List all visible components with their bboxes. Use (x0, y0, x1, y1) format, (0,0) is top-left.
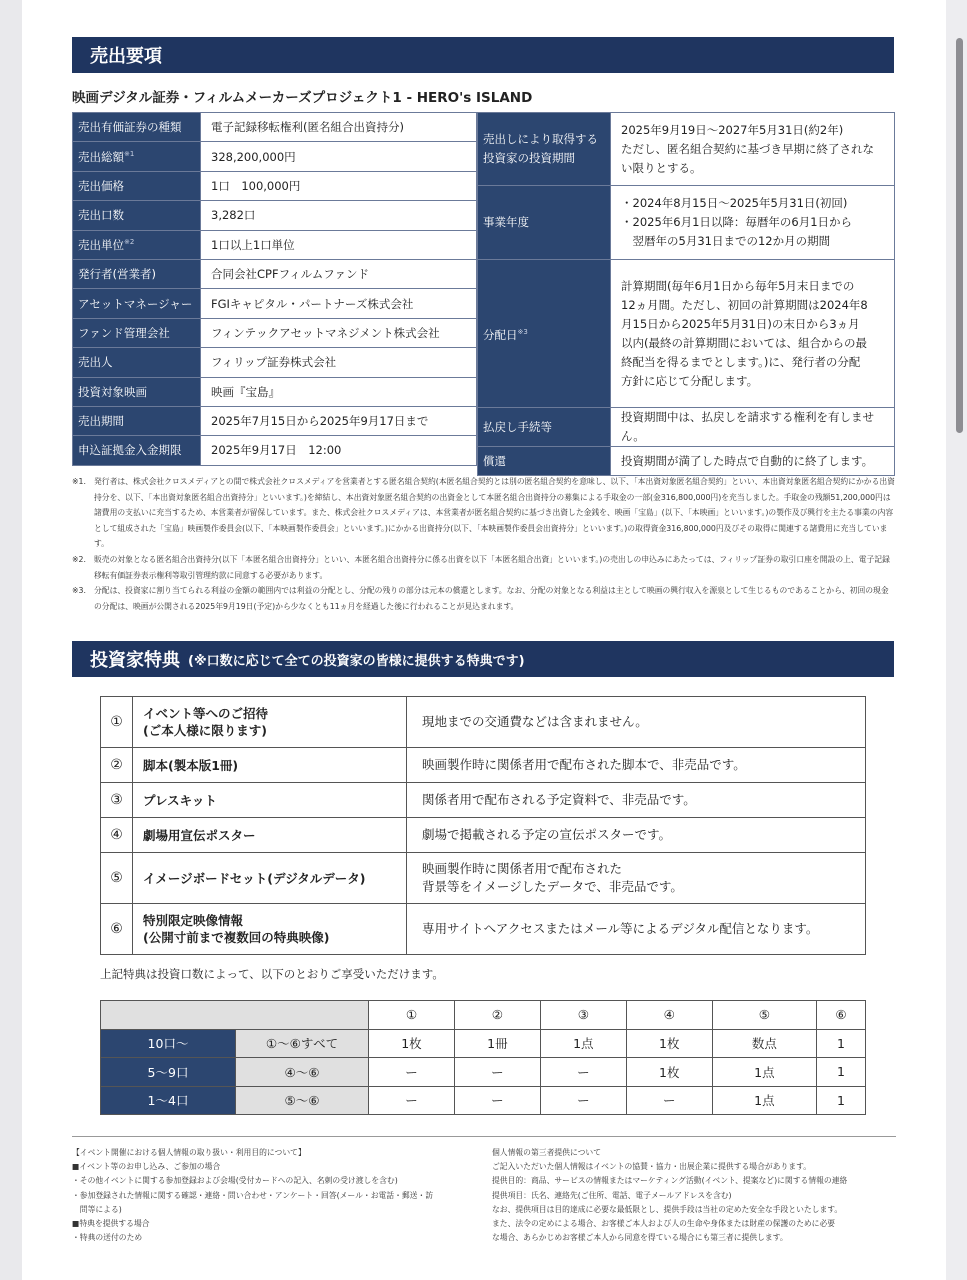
grid-header-cell: ④ (626, 1001, 712, 1030)
left-table-row (73, 171, 477, 200)
privacy-line: なお、提供項目は目的達成に必要な最低限とし、提供手段は当社の定めた安全な手段といたします。 (492, 1204, 843, 1214)
scrollbar[interactable] (946, 0, 967, 1280)
footnote-mark: ※1 (124, 149, 135, 158)
perk-description-line: 背景等をイメージしたデータで、非売品です。 (422, 879, 683, 894)
perk-description-line: 映画製作時に関係者用で配布された脚本で、非売品です。 (422, 757, 746, 772)
row-label-text: 売出しにより取得する (483, 132, 598, 146)
row-value-line: 方針に応じて分配します。 (621, 373, 759, 388)
row-label-text: 発行者(営業者) (78, 267, 156, 282)
perk-description (407, 853, 866, 904)
row-value: フィリップ証券株式会社 (201, 348, 477, 377)
privacy-line: ・参加登録された情報に関する確認・連絡・問い合わせ・アンケート・回答(メール・お電話・郵送・訪 (72, 1190, 434, 1200)
row-value-line: い限りとする。 (621, 160, 702, 175)
perk-name (133, 853, 407, 904)
privacy-line: ・特典の送付のため (72, 1233, 143, 1243)
perk-name-line: イベント等へのご招待 (143, 706, 269, 721)
left-table-row (73, 406, 477, 435)
perk-name (133, 697, 407, 748)
privacy-line: ・その他イベントに関する参加登録および会場(受付カードへの記入、名刺の受け渡しを含む) (72, 1176, 398, 1186)
row-value: 2025年7月15日から2025年9月17日まで (201, 406, 477, 435)
grid-row (101, 1029, 866, 1058)
privacy-line: ■イベント等のお申し込み、ご参加の場合 (72, 1162, 221, 1172)
perk-row (101, 748, 866, 783)
row-value: 328,200,000円 (201, 142, 477, 171)
row-label-text: 投資家の投資期間 (483, 151, 575, 165)
perk-section-subtitle: (※口数に応じて全ての投資家の皆様に提供する特典です) (188, 653, 525, 669)
sale-terms-right-table (477, 112, 895, 476)
perk-description-line: 現地までの交通費などは含まれません。 (422, 714, 648, 729)
grid-cell: ー (454, 1058, 540, 1087)
perk-section-header (72, 641, 894, 677)
row-value-line: 月15日から2025年5月31日)の末日から3ヵ月 (621, 316, 860, 331)
perk-name-line: (ご本人様に限ります) (143, 723, 267, 738)
row-label-text: 事業年度 (483, 215, 529, 229)
footnote-mark: ※2 (124, 237, 135, 246)
perk-description-line: 映画製作時に関係者用で配布された (422, 861, 623, 876)
sale-terms-left-table (72, 112, 477, 466)
footnote-mark: ※2. (72, 554, 86, 564)
grid-cell: ー (454, 1086, 540, 1115)
row-label-text: アセットマネージャー (78, 296, 193, 311)
left-table-row (73, 436, 477, 465)
row-label (478, 408, 611, 447)
sale-section-header (72, 37, 894, 73)
footnote-mark: ※3. (72, 586, 86, 596)
privacy-right (492, 1146, 896, 1245)
privacy-line: 問等による) (72, 1204, 122, 1214)
grid-cell: ー (540, 1058, 626, 1087)
grid-header-cell: ① (369, 1001, 455, 1030)
footnote (72, 552, 896, 583)
row-value: 合同会社CPFフィルムファンド (201, 259, 477, 288)
row-label (73, 230, 201, 259)
row-value: 映画『宝島』 (201, 377, 477, 406)
row-value-line: 終配当を得るまでとします。)に、発行者の分配 (621, 354, 861, 369)
grid-cell: 1 (816, 1029, 865, 1058)
perk-description (407, 697, 866, 748)
left-table-row (73, 289, 477, 318)
row-value-line: 以内(最終の計算期間においては、組合からの最 (621, 335, 867, 350)
row-value-line: ・2025年6月1日以降：毎暦年の6月1日から (621, 215, 853, 229)
footnote-mark: ※1. (72, 477, 86, 486)
perk-description-line: 関係者用で配布される予定資料で、非売品です。 (422, 792, 696, 807)
privacy-left (72, 1146, 482, 1245)
row-label (73, 318, 201, 347)
perk-name-line: イメージボードセット(デジタルデータ) (143, 870, 366, 886)
row-value (611, 186, 895, 260)
privacy-line: 提供目的：商品、サービスの情報またはマーケティング活動(イベント、提案など)に関する情報の連絡 (492, 1176, 848, 1186)
row-value-line: 2025年9月19日～2027年5月31日(約2年) (621, 122, 844, 137)
privacy-line: 個人情報の第三者提供について (492, 1148, 601, 1157)
grid-header-cell: ② (454, 1001, 540, 1030)
left-table-row (73, 113, 477, 142)
grid-header-cell: ⑥ (816, 1001, 865, 1030)
row-value (611, 447, 895, 476)
perk-note: 上記特典は投資口数によって、以下のとおりご享受いただけます。 (100, 967, 444, 981)
grid-cell: 1枚 (369, 1029, 455, 1058)
grid-tier: 5～9口 (101, 1058, 236, 1087)
privacy-line: 提供項目：氏名、連絡先(ご住所、電話、電子メールアドレスを含む) (492, 1190, 732, 1200)
footnote (72, 583, 896, 614)
right-table-row (478, 260, 895, 408)
left-table-row (73, 377, 477, 406)
row-value: 3,282口 (201, 201, 477, 230)
scrollbar-thumb[interactable] (956, 38, 963, 433)
grid-tier: 1～4口 (101, 1086, 236, 1115)
perk-number: ① (101, 697, 133, 748)
perk-table (100, 696, 866, 955)
row-label (73, 348, 201, 377)
perk-number: ② (101, 748, 133, 783)
footnote-text: 分配は、投資家に割り当てられる利益の金額の範囲内では利益の分配とし、分配の残りの部分は元本の償還とします。なお、分配の対象となる利益は主として映画の興行収入を源泉として生じるものであることから、初回の現金の分配は、映画が公開される2025年9月19日(予定)から少なくとも11ヵ月を経過した後に行われることが見込まれます。 (94, 586, 889, 611)
row-value (611, 408, 895, 447)
privacy-line: な場合、あらかじめお客様ご本人から同意を得ている場合にも第三者に提供します。 (492, 1233, 788, 1243)
grid-cell: ー (369, 1086, 455, 1115)
perk-name-line: (公開寸前まで複数回の特典映像) (143, 930, 330, 945)
perk-description (407, 818, 866, 853)
row-label-text: 売出総額 (78, 149, 124, 164)
grid-cell: ー (626, 1086, 712, 1115)
row-value: 1口 100,000円 (201, 171, 477, 200)
left-table-row (73, 348, 477, 377)
row-label (73, 406, 201, 435)
perk-number: ③ (101, 783, 133, 818)
right-table-row (478, 186, 895, 260)
row-value-line: 投資期間が満了した時点で自動的に終了します。 (621, 453, 874, 468)
grid-cell: 1冊 (454, 1029, 540, 1058)
footnote (72, 474, 896, 552)
perk-name (133, 748, 407, 783)
left-table-row (73, 230, 477, 259)
perk-name-line: 特別限定映像情報 (143, 913, 244, 928)
row-label-text: ファンド管理会社 (78, 325, 170, 340)
row-label (73, 171, 201, 200)
grid-row (101, 1058, 866, 1087)
grid-cell: 1枚 (626, 1029, 712, 1058)
row-label-text: 売出口数 (78, 208, 124, 223)
left-table-row (73, 201, 477, 230)
footnote-mark: ※3 (517, 327, 528, 336)
row-value-line: 投資期間中は、払戻しを請求する権利を有しません。 (621, 410, 874, 443)
row-label (478, 113, 611, 186)
row-label (73, 113, 201, 142)
row-label-text: 投資対象映画 (78, 384, 147, 399)
row-value: 電子記録移転権利(匿名組合出資持分) (201, 113, 477, 142)
perk-row (101, 697, 866, 748)
perk-name (133, 904, 407, 955)
row-value: 1口以上1口単位 (201, 230, 477, 259)
grid-cell: 1点 (712, 1086, 816, 1115)
grid-cell: ー (369, 1058, 455, 1087)
row-label (478, 260, 611, 408)
row-label-text: 売出人 (78, 355, 113, 370)
privacy-line: 【イベント開催における個人情報の取り扱い・利用目的について】 (72, 1148, 306, 1157)
row-label-text: 売出期間 (78, 414, 124, 429)
row-label-text: 売出価格 (78, 178, 124, 193)
left-table-row (73, 142, 477, 171)
document-page (22, 0, 946, 1280)
grid-header-cell: ⑤ (712, 1001, 816, 1030)
perk-row (101, 853, 866, 904)
left-table-row (73, 259, 477, 288)
document-title: 映画デジタル証券・フィルムメーカーズプロジェクト1 - HERO's ISLAND (72, 90, 533, 106)
row-value: フィンテックアセットマネジメント株式会社 (201, 318, 477, 347)
perk-description-line: 専用サイトへアクセスまたはメール等によるデジタル配信となります。 (422, 921, 819, 936)
row-label-text: 償還 (483, 453, 506, 468)
grid-includes: ⑤～⑥ (236, 1086, 369, 1115)
perk-row (101, 818, 866, 853)
perk-number: ⑥ (101, 904, 133, 955)
grid-cell: ー (540, 1086, 626, 1115)
grid-includes: ④～⑥ (236, 1058, 369, 1087)
perk-description-line: 劇場で掲載される予定の宣伝ポスターです。 (422, 827, 672, 842)
right-table-row (478, 113, 895, 186)
privacy-line: また、法令の定めによる場合、お客様ご本人および人の生命や身体または財産の保護のために必要 (492, 1219, 836, 1229)
row-value-line: ・2024年8月15日～2025年5月31日(初回) (621, 196, 848, 210)
perk-description (407, 748, 866, 783)
footnote-text: 販売の対象となる匿名組合出資持分(以下「本匿名組合出資持分」といい、本匿名組合出資持分に係る出資を以下「本匿名組合出資」といいます。)の売出しの申込みにあたっては、フィリップ証券の取引口座を開設の上、電子記録移転有価証券表示権利等取引管理約款に同意する必要があります。 (94, 554, 890, 580)
grid-cell: 1 (816, 1086, 865, 1115)
row-label (73, 142, 201, 171)
grid-row (101, 1086, 866, 1115)
grid-header-row (101, 1001, 866, 1030)
grid-tier: 10口～ (101, 1029, 236, 1058)
perk-description (407, 904, 866, 955)
footnotes (72, 474, 896, 614)
perk-name-line: 劇場用宣伝ポスター (143, 827, 256, 843)
row-value (611, 260, 895, 408)
privacy-line: ■特典を提供する場合 (72, 1219, 150, 1229)
grid-cell: 1点 (712, 1058, 816, 1087)
row-value: FGIキャピタル・パートナーズ株式会社 (201, 289, 477, 318)
perk-row (101, 783, 866, 818)
grid-header-cell: ③ (540, 1001, 626, 1030)
row-label (73, 436, 201, 465)
row-label-text: 売出有価証券の種類 (78, 120, 182, 135)
row-label (73, 201, 201, 230)
privacy-line: ご記入いただいた個人情報はイベントの協賛・協力・出展企業に提供する場合があります。 (492, 1162, 812, 1172)
row-label (73, 377, 201, 406)
row-value-line: 翌暦年の5月31日までの12か月の期間 (621, 234, 831, 248)
perk-name (133, 818, 407, 853)
perk-row (101, 904, 866, 955)
row-value-line: 計算期間(毎年6月1日から毎年5月末日までの (621, 278, 855, 293)
perk-number: ⑤ (101, 853, 133, 904)
left-table-row (73, 318, 477, 347)
row-label (478, 186, 611, 260)
row-label (73, 259, 201, 288)
grid-cell: 数点 (712, 1029, 816, 1058)
row-value: 2025年9月17日 12:00 (201, 436, 477, 465)
perk-name (133, 783, 407, 818)
row-label-text: 払戻し手続等 (483, 419, 552, 434)
row-value-line: ただし、匿名組合契約に基づき早期に終了されな (621, 141, 874, 156)
divider (72, 1136, 896, 1137)
perk-name-line: プレスキット (143, 792, 217, 808)
row-value-line: 12ヵ月間。ただし、初回の計算期間は2024年8 (621, 297, 868, 312)
perk-description (407, 783, 866, 818)
grid-cell: 1点 (540, 1029, 626, 1058)
row-label (478, 447, 611, 476)
row-label-text: 申込証拠金入金期限 (78, 443, 182, 458)
grid-includes: ①～⑥すべて (236, 1029, 369, 1058)
row-label-text: 売出単位 (78, 237, 124, 252)
row-label (73, 289, 201, 318)
grid-cell: 1 (816, 1058, 865, 1087)
right-table-row (478, 447, 895, 476)
row-label-text: 分配日$^{※3}$ (483, 327, 528, 342)
perk-number: ④ (101, 818, 133, 853)
grid-header-blank (101, 1001, 369, 1030)
sale-section-title: 売出要項 (90, 46, 162, 67)
perk-section-title: 投資家特典 (90, 650, 180, 671)
footnote-text: 発行者は、株式会社クロスメディアとの間で株式会社クロスメディアを営業者とする匿名組合契約(本匿名組合契約とは別の匿名組合契約を意味し、以下、「本出資対象匿名組合契約」といい、本出資対象匿名組合契約にかかる出資持分を、以下、「本出資対象匿名組合出資持分」といいます。)を締結し、本出資対象匿名組合契約の出資金として本匿名組合出資持分の募集による手取金の一部(金316,800,000円)を充当しました。手取金の残額51,200,000円は諸費用の支払いに充当するため、本営業者が留保しています。また、株式会社クロスメディアは、本営業者が匿名組合契約に基づき出資した金銭を、映画「宝島」(以下、「本映画」といいます。)の製作及び興行を主たる事業の内容として組成された「宝島」映画製作委員会(以下、「本映画製作委員会」といいます。)にかかる出資持分(以下、「本映画製作委員会出資持分」といいます。)の取得資金316,800,000円及びその取得に関連する諸費用に充当しています。 (94, 477, 895, 549)
row-value (611, 113, 895, 186)
right-table-row (478, 408, 895, 447)
grid-cell: 1枚 (626, 1058, 712, 1087)
perk-name-line: 脚本(製本版1冊) (143, 757, 239, 773)
perk-allocation-table (100, 1000, 866, 1115)
